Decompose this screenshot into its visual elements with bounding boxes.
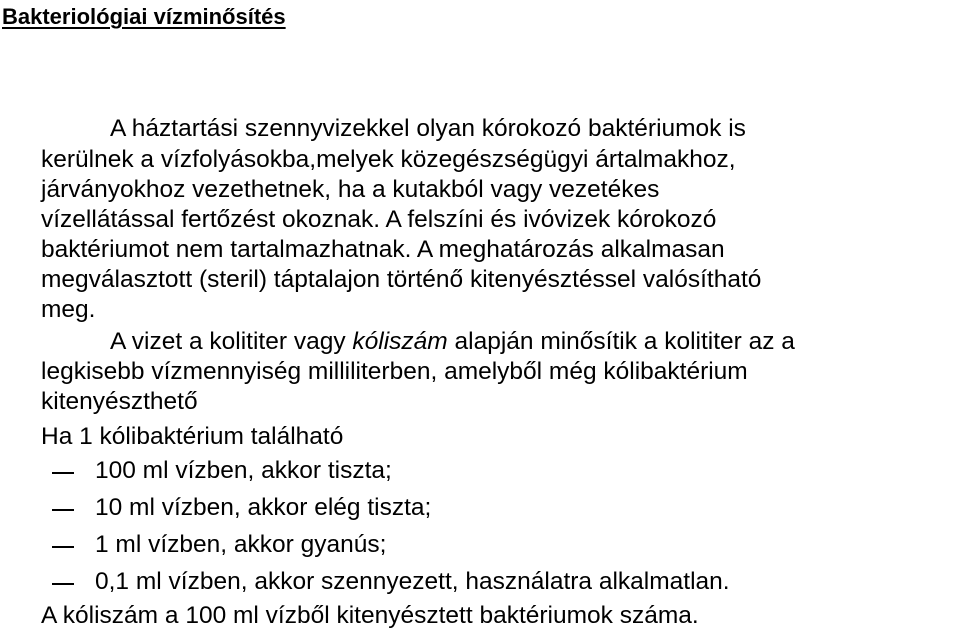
paragraph1-line: A háztartási szennyvizekkel olyan kórokozó baktériumok is	[110, 115, 746, 142]
paragraph2-line: legkisebb vízmennyiség milliliterben, amelyből még kólibaktérium	[41, 358, 748, 385]
italic-term: kóliszám	[352, 328, 448, 355]
dash-bullet	[52, 583, 74, 585]
paragraph1-line: járványokhoz vezethetnek, ha a kutakból vagy vezetékes	[41, 176, 660, 203]
page-title: Bakteriológiai vízminősítés	[2, 4, 286, 29]
paragraph1-line: vízellátással fertőzést okoznak. A felszíni és ivóvizek kórokozó	[41, 206, 717, 233]
list-item: 10 ml vízben, akkor elég tiszta;	[95, 494, 432, 521]
paragraph1-line: megválasztott (steril) táptalajon történő kitenyésztéssel valósítható	[41, 266, 762, 293]
paragraph2-text: alapján minősítik a kolititer az a	[447, 328, 795, 355]
paragraph1-line: baktériumot nem tartalmazhatnak. A meghatározás alkalmasan	[41, 236, 725, 263]
dash-bullet	[52, 472, 74, 474]
paragraph1-line: meg.	[41, 296, 96, 323]
dash-bullet	[52, 546, 74, 548]
list-item: 1 ml vízben, akkor gyanús;	[95, 531, 387, 558]
paragraph2-line: kitenyészthető	[41, 388, 198, 415]
list-item: 100 ml vízben, akkor tiszta;	[95, 457, 392, 484]
paragraph2-text: A vizet a kolititer vagy	[110, 328, 353, 355]
paragraph2-line	[110, 327, 795, 357]
paragraph1-line: kerülnek a vízfolyásokba,melyek közegészségügyi ártalmakhoz,	[41, 146, 736, 173]
condition-intro: Ha 1 kólibaktérium található	[41, 423, 344, 450]
definition: A kóliszám a 100 ml vízből kitenyésztett baktériumok száma.	[41, 602, 699, 629]
list-item: 0,1 ml vízben, akkor szennyezett, használatra alkalmatlan.	[95, 568, 730, 595]
dash-bullet	[52, 509, 74, 511]
